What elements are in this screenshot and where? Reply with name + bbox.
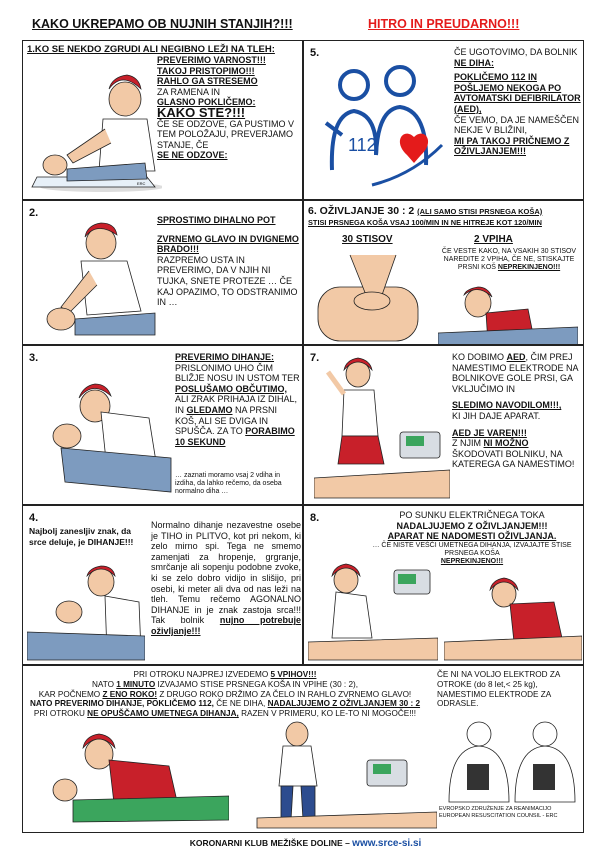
if-not-breathing: ČE UGOTOVIMO, DA BOLNIK bbox=[454, 47, 578, 57]
five-breaths: 5 VPIHOV!!! bbox=[270, 670, 317, 679]
step-2-number: 2. bbox=[29, 207, 39, 219]
doing: KAR POČNEMO bbox=[38, 689, 101, 699]
recheck: NATO PREVERIMO DIHANJE, POKLIČEMO 112, bbox=[29, 699, 214, 709]
after-shock: PO SUNKU ELEKTRIČNEGA TOKA bbox=[399, 510, 545, 520]
with-it: Z NJIM bbox=[452, 438, 481, 449]
keep-breaths: NE OPUŠČAMO UMETNEGA DIHANJA, bbox=[87, 709, 239, 719]
emergency-112-logo bbox=[312, 55, 452, 195]
compressions-illustration bbox=[310, 247, 430, 343]
reliable-sign: Najbolj zanesljiv znak, da srce deluje, je DIHANJE!!! bbox=[29, 526, 134, 547]
open-airway: SPROSTIMO DIHALNO POT bbox=[157, 215, 276, 225]
step-5-number: 5. bbox=[310, 47, 320, 59]
check-mouth: RAZPREMO USTA IN PREVERIMO, DA V NJIH NI TUJKA, SNETE PROTEZE … ČE KAJ OPAZIMO, TO ODSTRANIMO IN … bbox=[157, 254, 298, 308]
step-7-illustration bbox=[314, 352, 450, 502]
step-4-number: 4. bbox=[29, 512, 39, 524]
not-possible: NI MOŽNO bbox=[483, 438, 529, 449]
step-3-illustration bbox=[31, 362, 173, 502]
step-1-text bbox=[157, 55, 301, 161]
step-2-illustration bbox=[31, 215, 159, 343]
aed-nearby: ČE VEMO, DA JE NAMEŠČEN NEKJE V BLIŽINI, bbox=[454, 114, 580, 136]
compressions-label: 30 STISOV bbox=[342, 234, 393, 245]
airflow: ALI ZRAK PRIHAJA IZ DIHAL, IN bbox=[175, 394, 298, 415]
footer-url[interactable]: www.srce-si.si bbox=[352, 838, 422, 849]
logo-number: 112 bbox=[348, 135, 377, 155]
how-are-you: KAKO STE?!!! bbox=[157, 104, 246, 120]
step-8-illustration-right bbox=[444, 572, 582, 662]
tilt-head: ZVRNEMO GLAVO IN DVIGNEMO BRADO!!! bbox=[157, 233, 299, 255]
needs-cpr: nujno potrebuje oživljanje!!! bbox=[151, 615, 301, 636]
continue-30-2: NADALJUJEMO Z OŽIVLJANJEM 30 : 2 bbox=[267, 699, 421, 709]
step-7-number: 7. bbox=[310, 352, 320, 364]
in-child: PRI OTROKU bbox=[33, 709, 85, 719]
child-first: PRI OTROKU NAJPREJ IZVEDEMO bbox=[133, 670, 269, 679]
child-text bbox=[27, 670, 423, 719]
compressions-only-note: … ČE NISTE VEŠČI UMETNEGA DIHANJA, IZVAJAJTE STISE PRSNEGA KOŠA bbox=[372, 541, 572, 557]
shake: RAHLO GA STRESEMO bbox=[157, 76, 258, 87]
step-1-intro: 1.KO SE NEKDO ZGRUDI ALI NEGIBNO LEŽI NA TLEH: bbox=[27, 44, 275, 55]
breaths-illustration bbox=[438, 283, 578, 345]
step-5-text bbox=[454, 47, 582, 157]
call-loud: GLASNO POKLIČEMO: bbox=[157, 97, 256, 108]
no-harm: ŠKODOVATI BOLNIKU, NA KATEREGA GA NAMESTIMO! bbox=[452, 448, 575, 470]
start-cpr: MI PA TAKOJ PRIČNEMO Z OŽIVLJANJEM!!! bbox=[454, 135, 570, 157]
then: NATO bbox=[91, 679, 114, 689]
compression-rate: STISI PRSNEGA KOŠA VSAJ 100/MIN IN NE HITREJE KOT 120/MIN bbox=[308, 218, 542, 227]
child-aed-illustration bbox=[237, 720, 437, 830]
check-breathing: PREVERIMO DIHANJE: bbox=[175, 352, 275, 362]
child-electrodes-note: ČE NI NA VOLJO ELEKTROD ZA OTROKE (do 8 let,< 25 kg), NAMESTIMO ELEKTRODE ZA ODRASLE. bbox=[437, 670, 560, 709]
step-1-cell bbox=[22, 40, 303, 200]
step-3-number: 3. bbox=[29, 352, 39, 364]
step-4-cell bbox=[22, 505, 303, 665]
step-3-text bbox=[175, 352, 301, 447]
check-safety: PREVERIMO VARNOST!!! bbox=[157, 55, 266, 65]
one-minute: 1 MINUTO bbox=[116, 679, 156, 689]
continue-cpr: NADALJUJEMO Z OŽIVLJANJEM!!! bbox=[396, 520, 548, 531]
approach: TAKOJ PRISTOPIMO!!! bbox=[157, 65, 255, 76]
child-cpr-illustration bbox=[29, 730, 229, 830]
step-1-illustration bbox=[27, 59, 162, 194]
if-not: ČE NE DIHA, bbox=[216, 699, 266, 709]
look: GLEDAMO bbox=[186, 404, 233, 415]
chest-rise: NA PRSNI KOŠ, ALI SE DVIGA IN SPUŠČA. ZA TO bbox=[175, 404, 278, 437]
compression-only: (ALI SAMO STISI PRSNEGA KOŠA) bbox=[417, 207, 543, 216]
listen-feel: POSLUŠAMO OBČUTIMO, bbox=[175, 383, 287, 394]
step-7-cell bbox=[303, 345, 584, 505]
shake-cont: ZA RAMENA IN bbox=[157, 86, 221, 97]
follow-instructions: SLEDIMO NAVODILOM!!!, bbox=[452, 400, 562, 411]
breaths-label: 2 VPIHA bbox=[474, 234, 513, 245]
cpr-30-2: IZVAJAMO STISE PRSNEGA KOŠA IN VPIHE (30 : 2), bbox=[157, 679, 359, 689]
step-7-text bbox=[452, 352, 582, 470]
step-8-text bbox=[364, 510, 580, 566]
aed-term: AED bbox=[506, 352, 526, 362]
attach-electrodes: , ČIM PREJ NAMESTIMO ELEKTRODE NA BOLNIKOVE GOLE PRSI, GA VKLJUČIMO IN bbox=[452, 352, 579, 394]
step-6-note bbox=[438, 248, 580, 272]
footer-org: KORONARNI KLUB MEŽIŠKE DOLINE – bbox=[189, 838, 350, 848]
child-section bbox=[22, 665, 584, 833]
step-8-number: 8. bbox=[310, 512, 320, 524]
aed-safe: AED JE VAREN!!! bbox=[452, 427, 527, 438]
step-2-text bbox=[157, 215, 301, 308]
ten-seconds: PORABIMO 10 SEKUND bbox=[175, 426, 295, 447]
unless: RAZEN V PRIMERU, KO LE-TO NI MOGOČE!!! bbox=[241, 709, 417, 719]
step-4-text bbox=[151, 520, 301, 637]
step-5-cell bbox=[303, 40, 584, 200]
page-subtitle: HITRO IN PREUDARNO!!! bbox=[368, 17, 520, 31]
step-2-cell bbox=[22, 200, 303, 345]
svg-text:ERC: ERC bbox=[137, 181, 146, 186]
header bbox=[22, 14, 582, 36]
step-8-illustration-left bbox=[308, 562, 438, 662]
one-hand: Z ENO ROKO! bbox=[102, 689, 158, 699]
child-electrode-diagram bbox=[439, 718, 579, 804]
footer bbox=[0, 838, 611, 849]
if-responds: ČE SE ODZOVE, GA PUSTIMO V TEM POLOŽAJU, PREVERJAMO STANJE, ČE bbox=[157, 118, 295, 150]
no-response: SE NE ODZOVE: bbox=[157, 150, 228, 161]
when-aed: KO DOBIMO bbox=[452, 352, 505, 362]
call-112: POKLIČEMO 112 IN POŠLJEMO NEKOGA PO AVTOMATSKI DEFIBRILATOR (AED), bbox=[454, 72, 581, 114]
other-hand: Z DRUGO ROKO DRŽIMO ZA ČELO IN RAHLO ZVRNEMO GLAVO! bbox=[159, 689, 412, 699]
step-8-cell bbox=[303, 505, 584, 665]
normal-breathing: Normalno dihanje nezavestne osebe je TIHO in PLITVO, kot pri nekom, ki zelo mirno spi. Tega ne smemo zamenjati za hropenje, grgranje, smrčanje ali sopenju podobne zvoke, ki se zelo dobro vidijo in slišijo, pri osebi, ki meter ali dva od nas leži na tleh. Temu rečemo AGONALNO DIHANJE in je znak zastoja srca!!! Tak bolnik bbox=[151, 520, 301, 626]
step-6-cell bbox=[303, 200, 584, 345]
cpr-ratio: 6. OŽIVLJANJE 30 : 2 bbox=[308, 205, 415, 217]
step-4-illustration bbox=[27, 562, 145, 662]
continuous: NEPREKINJENO!!! bbox=[497, 264, 561, 271]
page-title: KAKO UKREPAMO OB NUJNIH STANJIH?!!! bbox=[32, 17, 293, 31]
ear-close: PRISLONIMO UHO ČIM BLIŽJE NOSU IN USTOM TER bbox=[175, 362, 300, 384]
step-3-cell bbox=[22, 345, 303, 505]
not-replacement: APARAT NE NADOMESTI OŽIVLJANJA. bbox=[387, 531, 557, 542]
step-6-title bbox=[308, 205, 542, 218]
not-breathing: NE DIHA: bbox=[454, 57, 494, 68]
breaths-note: ČE VESTE KAKO, NA VSAKIH 30 STISOV NAREDITE 2 VPIHA, ČE NE, STISKAJTE PRSNI KOŠ bbox=[441, 248, 577, 271]
device-guidance: KI JIH DAJE APARAT. bbox=[452, 410, 541, 421]
continuous-note: NEPREKINJENO!!! bbox=[440, 557, 504, 565]
breaths-hint: … zaznati moramo vsaj 2 vdiha in izdiha, da lahko rečemo, da oseba normalno diha … bbox=[175, 472, 282, 495]
erc-credit: EVROPSKO ZDRUŽENJE ZA REANIMACIJO EUROPEAN RESUSCITATION COUNSIL - ERC bbox=[439, 806, 558, 819]
